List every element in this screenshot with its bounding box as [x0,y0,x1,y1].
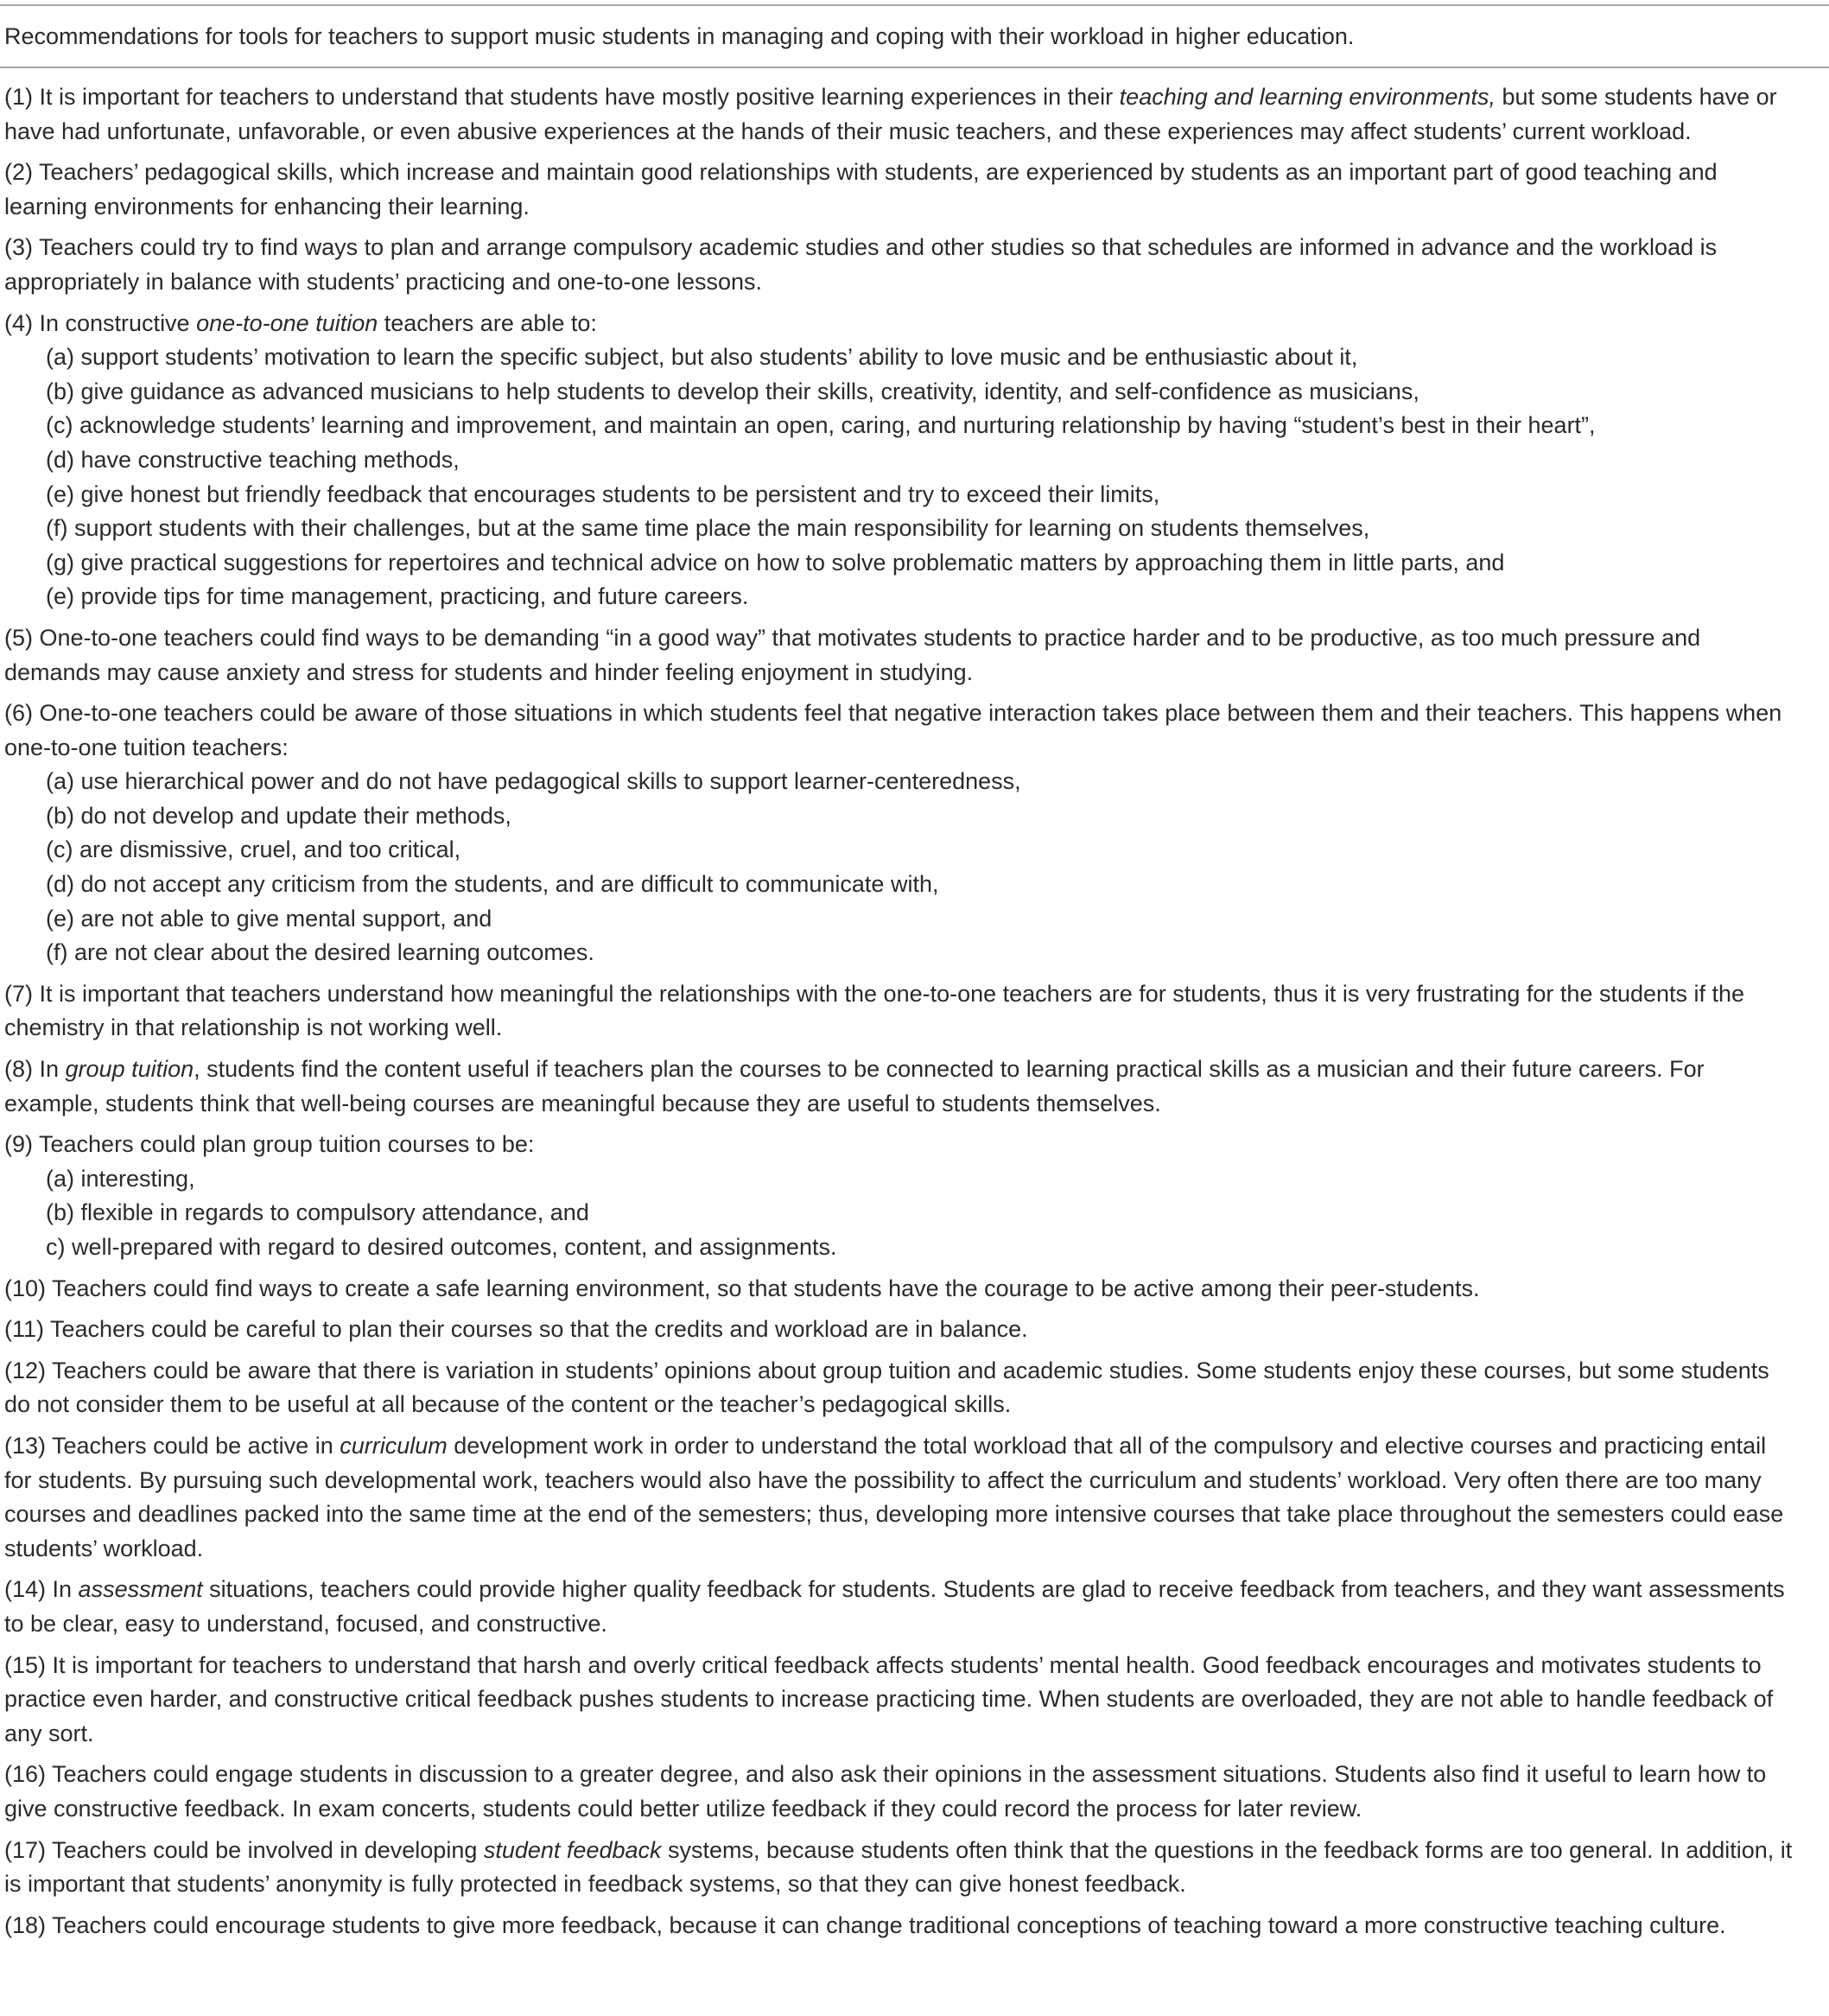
item-number: (10) [4,1275,47,1301]
text-segment: Teachers could be involved in developing [46,1836,484,1863]
recommendation-text [4,1758,1793,1826]
item-number: (9) [4,1131,33,1158]
sub-item: (c) are dismissive, cruel, and too critical, [46,836,461,863]
table-caption: Recommendations for tools for teachers to support music students in managing and coping with their workload in higher education. [4,23,1355,49]
recommendation-item [4,231,1793,299]
sub-item: (d) do not accept any criticism from the students, and are difficult to communicate with, [46,871,939,898]
recommendation-item [4,1272,1793,1307]
recommendation-item [4,1649,1793,1752]
emphasized-term: teaching and learning environments, [1119,84,1496,110]
text-segment: Teachers could plan group tuition courses to be: [33,1131,535,1158]
text-segment: In [46,1576,79,1603]
sub-item: (f) are not clear about the desired learning outcomes. [46,939,594,966]
item-number: (18) [4,1911,47,1938]
recommendation-item [4,1128,1793,1264]
recommendation-text [4,1573,1793,1641]
recommendation-text [4,1909,1793,1943]
recommendation-text [4,1128,1793,1162]
text-segment: , students find the content useful if teachers plan the courses to be connected to learning practical skills as a musician and their future careers. For example, students think that well-being courses are meaningful because they are useful to students themselves. [4,1056,1705,1116]
item-number: (5) [4,624,33,651]
sub-item: (b) do not develop and update their methods, [46,802,511,829]
recommendation-text [4,307,1793,341]
recommendation-item [4,156,1793,224]
recommendation-text [4,1053,1793,1121]
recommendation-item [4,1834,1793,1902]
item-number: (14) [4,1576,47,1603]
text-segment: Teachers could encourage students to give more feedback, because it can change traditional conceptions of teaching toward a more constructive teaching culture. [46,1911,1726,1938]
item-number: (8) [4,1056,33,1083]
sub-item: (a) support students’ motivation to learn the specific subject, but also students’ ability to love music and be enthusiastic about it, [46,344,1358,371]
recommendation-text [4,977,1793,1046]
text-segment: Teachers could engage students in discussion to a greater degree, and also ask their opinions in the assessment situations. Students also find it useful to learn how to give constructive feedback. In exam concerts, students could better utilize feedback if they could record the process for later review. [4,1761,1767,1822]
item-number: (1) [4,84,33,110]
recommendation-text [4,1834,1793,1902]
text-segment: systems, because students often think that the questions in the feedback forms are too general. In addition, it is important that students’ anonymity is fully protected in feedback systems, so that they can give honest feedback. [4,1836,1793,1898]
text-segment: It is important that teachers understand how meaningful the relationships with the one-to-one teachers are for students, thus it is very frustrating for the students if the chemistry in that relationship is not working well. [4,980,1745,1041]
recommendation-list [4,80,1793,1949]
emphasized-term: curriculum [340,1432,448,1459]
text-segment: It is important for teachers to understand that students have mostly positive learning experiences in their [33,84,1120,110]
sub-item: (e) are not able to give mental support, and [46,905,492,932]
text-segment: It is important for teachers to understand that harsh and overly critical feedback affects students’ mental health. Good feedback encourages and motivates students to practice even harder, and constructive critical feedback pushes students to increase practicing time. When students are overloaded, they are not able to handle feedback of any sort. [4,1651,1774,1746]
text-segment: In [33,1056,66,1083]
sub-item: (b) give guidance as advanced musicians to help students to develop their skills, creativity, identity, and self-confidence as musicians, [46,378,1419,404]
text-segment: Teachers’ pedagogical skills, which increase and maintain good relationships with students, are experienced by students as an important part of good teaching and learning environments for enhancing their learning. [4,159,1718,219]
recommendation-text [4,1354,1793,1422]
text-segment: One-to-one teachers could be aware of those situations in which students feel that negative interaction takes place between them and their teachers. This happens when one-to-one tuition teachers: [4,700,1782,760]
text-segment: situations, teachers could provide higher quality feedback for students. Students are glad to receive feedback from teachers, and they want assessments to be clear, easy to understand, focused, and constructive. [4,1576,1785,1637]
text-segment: Teachers could be aware that there is variation in students’ opinions about group tuition and academic studies. Some students enjoy these courses, but some students do not consider them to be useful at all because of the content or the teacher’s pedagogical skills. [4,1357,1769,1418]
recommendation-text [4,1429,1793,1566]
emphasized-term: assessment [78,1576,203,1603]
text-segment: teachers are able to: [378,309,597,336]
top-rule [0,4,1829,6]
sub-item: (e) provide tips for time management, practicing, and future careers. [46,583,749,610]
header-rule [0,67,1829,68]
sub-item: (g) give practical suggestions for repertoires and technical advice on how to solve problematic matters by approaching them in little parts, and [46,549,1505,576]
recommendation-item [4,977,1793,1046]
item-number: (12) [4,1357,47,1383]
item-number: (2) [4,159,33,186]
recommendation-item [4,307,1793,614]
emphasized-term: one-to-one tuition [196,309,378,336]
text-segment: One-to-one teachers could find ways to be demanding “in a good way” that motivates students to practice harder and to be productive, as too much pressure and demands may cause anxiety and stress for students and hinder feeling enjoyment in studying. [4,624,1701,685]
item-number: (16) [4,1761,47,1788]
recommendation-text [4,156,1793,224]
item-number: (13) [4,1432,47,1459]
text-segment: development work in order to understand the total workload that all of the compulsory and elective courses and practicing entail for students. By pursuing such developmental work, teachers would also have the possibility to affect the curriculum and students’ workload. Very often there are too many courses and deadlines packed into the same time at the end of the semesters; thus, developing more intensive courses that take place throughout the semesters could ease students’ workload. [4,1432,1784,1561]
recommendation-item [4,1354,1793,1422]
recommendation-item [4,1758,1793,1826]
item-number: (17) [4,1836,47,1863]
sub-item: (e) give honest but friendly feedback that encourages students to be persistent and try to exceed their limits, [46,480,1160,507]
recommendation-item [4,1313,1793,1347]
item-number: (3) [4,234,33,261]
recommendation-text [4,231,1793,299]
item-number: (6) [4,700,33,727]
item-number: (11) [4,1316,45,1343]
text-segment: Teachers could try to find ways to plan and arrange compulsory academic studies and other studies so that schedules are informed in advance and the workload is appropriately in balance with students’ practicing and one-to-one lessons. [4,234,1718,295]
recommendation-text [4,1649,1793,1752]
recommendation-text [4,621,1793,690]
text-segment: Teachers could be active in [46,1432,340,1459]
item-number: (7) [4,980,33,1007]
sub-item: (a) interesting, [46,1165,195,1192]
recommendation-text [4,1272,1793,1307]
text-segment: Teachers could find ways to create a safe learning environment, so that students have the courage to be active among their peer-students. [46,1275,1480,1301]
recommendation-text [4,80,1793,149]
recommendation-text [4,696,1793,765]
sub-item: (a) use hierarchical power and do not have pedagogical skills to support learner-centeredness, [46,768,1021,795]
item-number: (4) [4,309,33,336]
text-segment: Teachers could be careful to plan their courses so that the credits and workload are in balance. [44,1316,1028,1343]
text-segment: but some students have or have had unfortunate, unfavorable, or even abusive experiences at the hands of their music teachers, and these experiences may affect students’ current workload. [4,84,1777,144]
sub-item: (f) support students with their challenges, but at the same time place the main responsibility for learning on students themselves, [46,515,1370,542]
sub-item: c) well-prepared with regard to desired outcomes, content, and assignments. [46,1234,837,1260]
item-number: (15) [4,1651,47,1678]
sub-item: (d) have constructive teaching methods, [46,446,460,473]
sub-item: (c) acknowledge students’ learning and improvement, and maintain an open, caring, and nurturing relationship by having “student’s best in their heart”, [46,412,1596,439]
recommendation-item [4,1053,1793,1121]
sub-item: (b) flexible in regards to compulsory attendance, and [46,1199,589,1226]
recommendation-item [4,696,1793,970]
recommendation-item [4,80,1793,149]
recommendation-item [4,621,1793,690]
recommendation-item [4,1573,1793,1641]
recommendation-item [4,1429,1793,1566]
text-segment: In constructive [33,309,197,336]
emphasized-term: student feedback [483,1836,662,1863]
recommendation-item [4,1909,1793,1943]
recommendation-text [4,1313,1793,1347]
emphasized-term: group tuition [65,1056,194,1083]
